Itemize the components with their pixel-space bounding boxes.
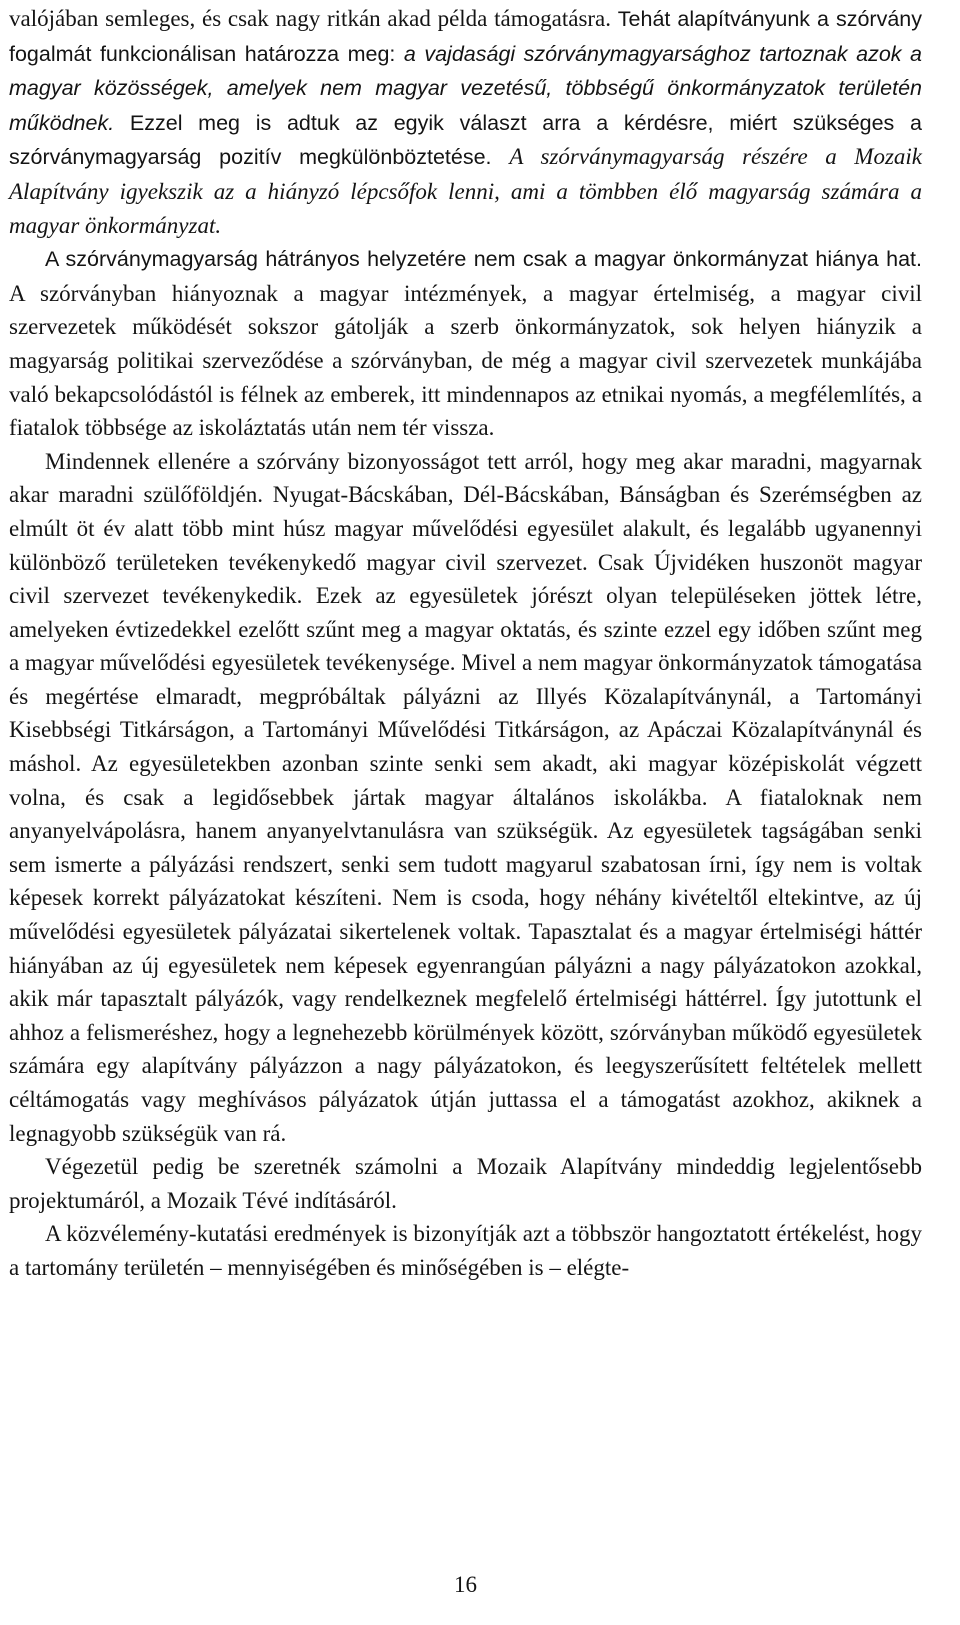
paragraph-1: [9, 2, 922, 242]
paragraph-2: [9, 242, 922, 445]
italic-definition: a vajdasági szórványmagyarsághoz tartoznak azok a magyar közösségek, amelyek nem magyar vezetésű, többségű önkormányzatok területén működnek.: [9, 41, 922, 135]
text-run: valójában semleges, és csak nagy ritkán akad példa támogatásra.: [9, 6, 618, 31]
paragraph-3: [9, 445, 922, 1150]
text-run: Végezetül pedig be szeretnék számolni a Mozaik Alapítvány mindeddig legjelentősebb projektumáról, a Mozaik Tévé indításáról.: [9, 1154, 922, 1213]
text-run: Tehát alapítványunk a szórvány fogalmát funkcionálisan határozza meg:: [9, 7, 922, 66]
paragraph-5: [9, 1217, 922, 1284]
paragraph-4: [9, 1150, 922, 1217]
text-run: Mindennek ellenére a szórvány bizonyosságot tett arról, hogy meg akar maradni, magyarnak akar maradni szülőföldjén. Nyugat-Bácskában, Dél-Bácskában, Bánságban és Szerémségben az elmúlt öt év alatt több mint húsz magyar művelődési egyesület alakult, és legalább ugyanennyi különböző területeken tevékenykedő magyar civil szervezet. Csak Újvidéken huszonöt magyar civil szervezet tevékenykedik. Ezek az egyesületek jórészt olyan településeken jöttek létre, amelyeken évtizedekkel ezelőtt szűnt meg a magyar oktatás, és szinte ezzel egy időben szűnt meg a magyar művelődési egyesületek tevékenysége. Mivel a nem magyar önkormányzatok támogatása és megértése elmaradt, megpróbáltak pályázni az Illyés Közalapítványnál, a Tartományi Kisebbségi Titkárságon, a Tartományi Művelődési Titkárságon, az Apáczai Közalapítványnál és máshol. Az egyesületekben azonban szinte senki sem akadt, aki magyar középiskolát végzett volna, és csak a legidősebbek jártak magyar általános iskolákba. A fiataloknak nem anyanyelvápolásra, hanem anyanyelvtanulásra van szükségük. Az egyesületek tagságában senki sem ismerte a pályázási rendszert, senki sem tudott magyarul szabatosan írni, így nem is voltak képesek korrekt pályázatokat készíteni. Nem is csoda, hogy néhány kivételtől eltekintve, az új művelődési egyesületek pályázatai sikertelenek voltak. Tapasztalat és a magyar értelmiségi háttér hiányában az új egyesületek nem képesek egyenrangúan pályázni a nagy pályázatokon azokkal, akik már tapasztalt pályázók, vagy rendelkeznek megfelelő értelmiségi háttérrel. Így jutottunk el ahhoz a felismeréshez, hogy a legnehezebb körülmények között, szórványban működő egyesületek számára egy alapítvány pályázzon a nagy pályázatokon, és leegyszerűsített feltételek mellett céltámogatás vagy meghívásos pályázatok útján juttassa el a támogatást azokhoz, akiknek a legnagyobb szükségük van rá.: [9, 448, 922, 1146]
text-run: A szórványmagyarság hátrányos helyzetére nem csak a magyar önkormányzat hiánya hat.: [45, 247, 922, 272]
text-run: A szórványban hiányoznak a magyar intézmények, a magyar értelmiség, a magyar civil szervezetek működését sokszor gátolják a szerb önkormányzatok, sok helyen hiányzik a magyarság politikai szerveződése a szórványban, de még a magyar civil szervezetek munkájába való bekapcsolódástól is félnek az emberek, itt mindennapos az etnikai nyomás, a megfélemlítés, a fiatalok többsége az iskoláztatás után nem tér vissza.: [9, 280, 922, 441]
document-page: [9, 2, 922, 1285]
text-run: Ezzel meg is adtuk az egyik választ arra a kérdésre, miért szükséges a szórványmagyarság pozitív megkülönböztetése.: [9, 110, 922, 170]
page-number: 16: [454, 1572, 477, 1597]
text-run: A közvélemény-kutatási eredmények is bizonyítják azt a többször hangoztatott értékelést, hogy a tartomány területén – mennyiségében és minőségében is – elégte-: [9, 1221, 922, 1280]
italic-statement: A szórványmagyarság részére a Mozaik Alapítvány igyekszik az a hiányzó lépcsőfok lenni, ami a tömbben élő magyarság számára a magyar önkormányzat.: [9, 144, 923, 238]
